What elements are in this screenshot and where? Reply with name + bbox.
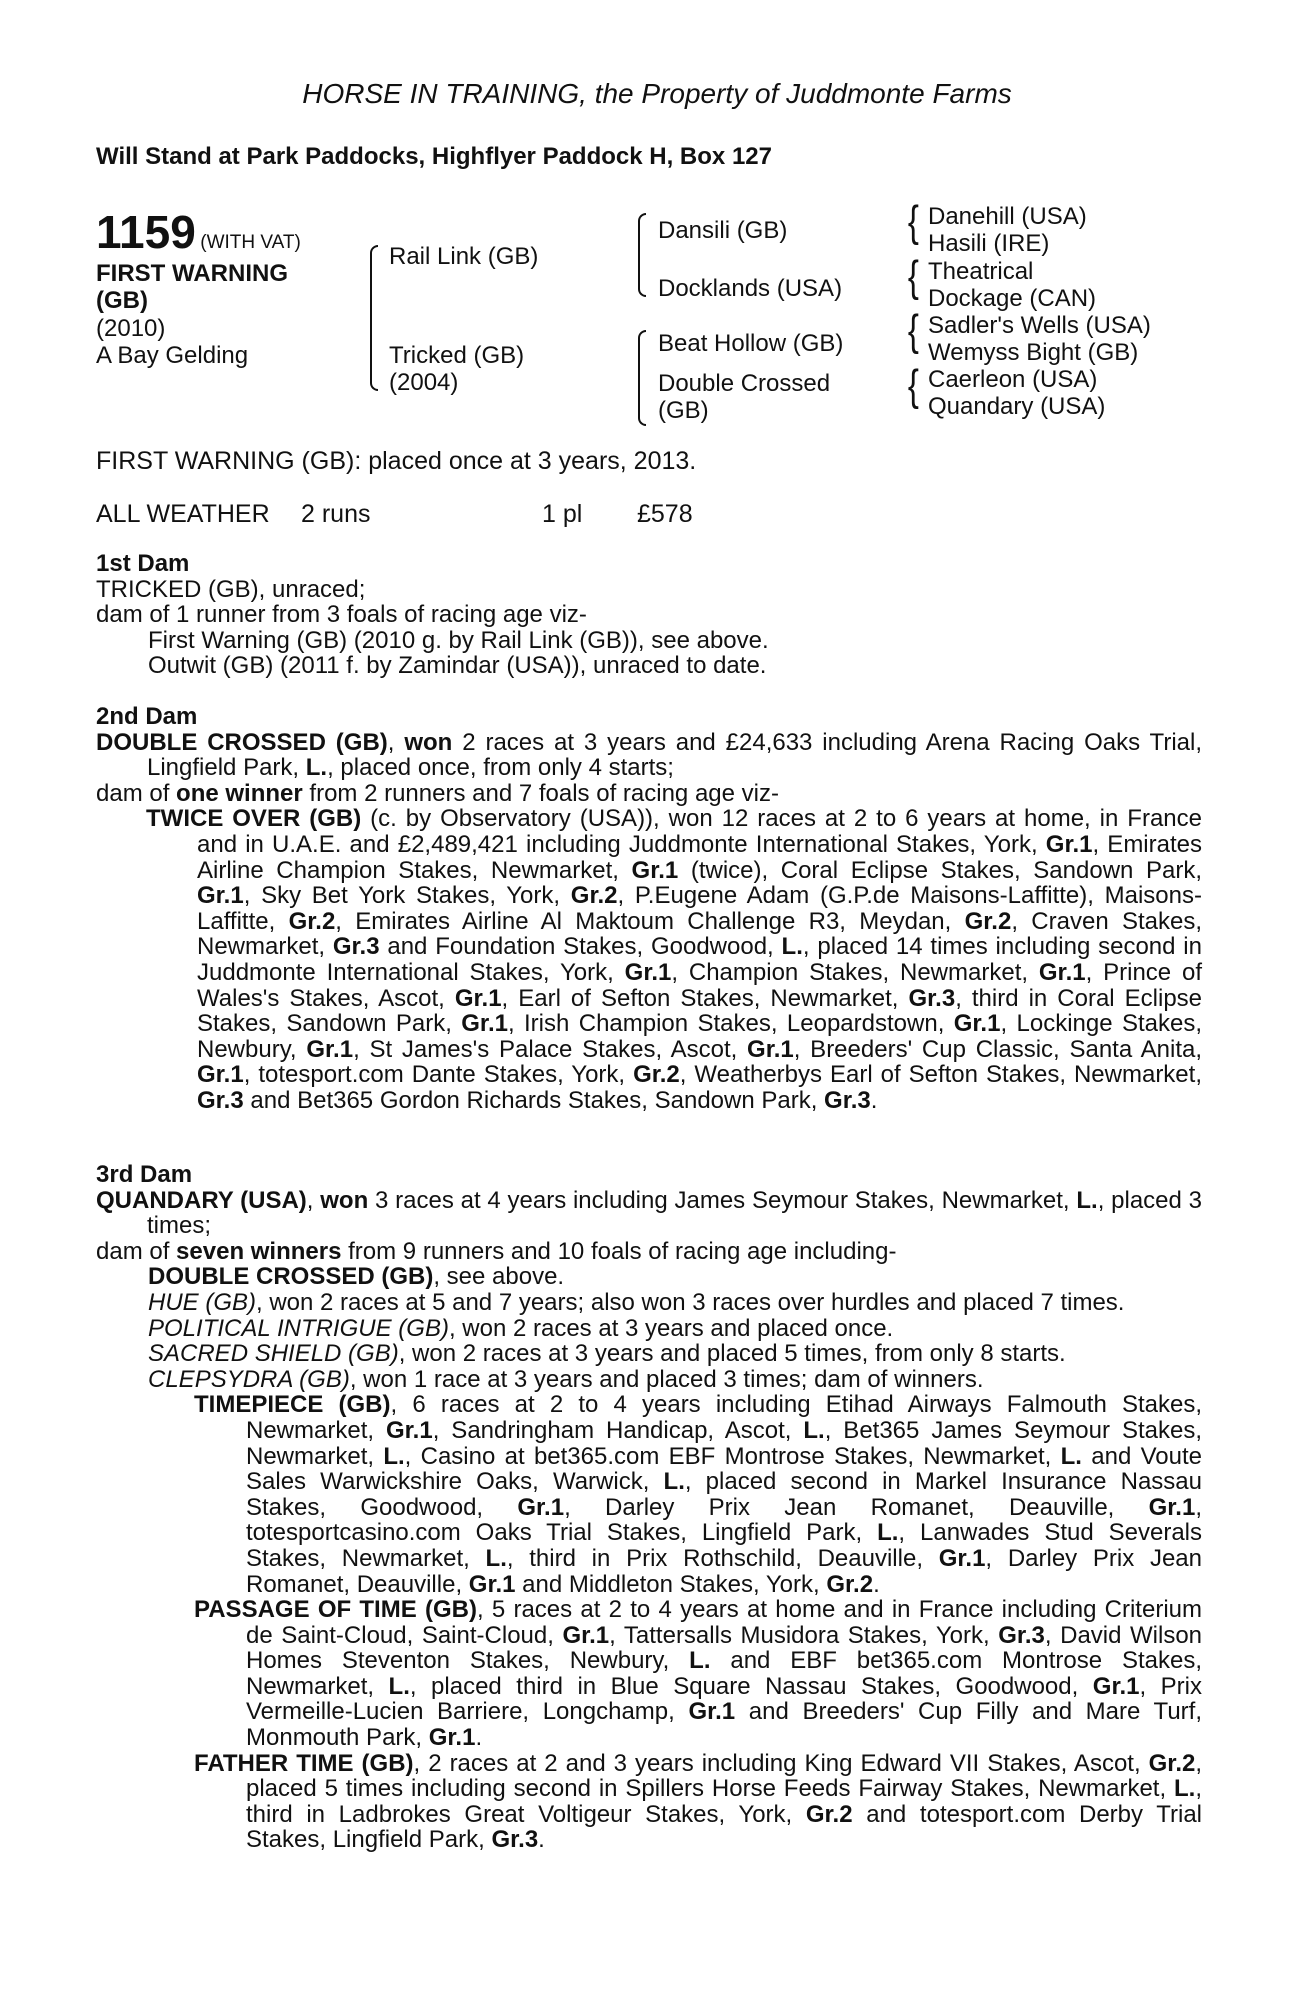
second-dam-section [96, 704, 1202, 1114]
grade-label: L. [689, 1647, 711, 1675]
pedigree-bracket-dam [638, 330, 646, 426]
grandsire-2: Docklands (USA) [658, 275, 843, 302]
dam: Tricked (GB) [389, 342, 525, 369]
horse-description: A Bay Gelding [96, 342, 249, 369]
grade-label: Gr.3 [332, 933, 380, 961]
horse-name: PASSAGE OF TIME (GB) [194, 1596, 477, 1624]
horse-record: , won 2 races at 3 years and placed 5 times, from only 8 starts. [398, 1340, 1066, 1368]
grade-label: Gr.2 [1148, 1749, 1196, 1777]
produce-passage-of-time [96, 1597, 1202, 1751]
record-runs: 2 runs [301, 500, 371, 528]
ggs-6: Wemyss Bight (GB) [928, 339, 1139, 366]
brace-icon: { [907, 361, 919, 410]
grade-label: Gr.3 [197, 1086, 244, 1114]
produce-timepiece [96, 1392, 1202, 1597]
second-dam-record: DOUBLE CROSSED (GB), won 2 races at 3 years and £24,633 including Arena Racing Oaks Trial, Lingfield Park, L., placed once, from only 4 starts; [96, 728, 1203, 782]
grade-label: L. [781, 933, 803, 961]
produce-twice-over [96, 806, 1202, 1113]
grade-label: L. [663, 1468, 685, 1496]
horse-record: , see above. [433, 1263, 565, 1291]
produce-sacred-shield [96, 1341, 1202, 1367]
third-dam-text: 3 races at 4 years including James Seymour Stakes, Newmarket, [368, 1186, 1077, 1214]
produce-political-intrigue [96, 1316, 1202, 1342]
pedigree-bracket-main [370, 245, 378, 391]
record-places: 1 pl [542, 500, 583, 528]
horse-name: HUE (GB) [148, 1288, 256, 1316]
winners-count: seven winners [176, 1237, 342, 1265]
ggs-8: Quandary (USA) [928, 393, 1106, 420]
first-dam-section [96, 551, 1202, 679]
ggs-3: Theatrical [928, 258, 1034, 285]
grade-label: Gr.1 [747, 1035, 794, 1063]
horse-name: CLEPSYDRA (GB) [148, 1365, 350, 1393]
won-label: won [320, 1186, 369, 1214]
grade-label: L. [1174, 1775, 1196, 1803]
first-dam-line: TRICKED (GB), unraced; [96, 575, 366, 603]
grade-label: Gr.1 [517, 1493, 565, 1521]
grade-label: L. [388, 1672, 410, 1700]
first-dam-line: dam of 1 runner from 3 foals of racing age viz- [96, 601, 587, 629]
grade-label: L. [803, 1416, 825, 1444]
horse-record: , 2 races at 2 and 3 years including King Edward VII Stakes, Ascot, Gr.2, placed 5 times including second in Spillers Horse Feeds Fairway Stakes, Newmarket, L., third in Ladbrokes Great Voltigeur Stakes, York, Gr.2 and totesport.com Derby Trial Stakes, Lingfield Park, Gr.3. [246, 1749, 1203, 1854]
produce-hue [96, 1290, 1202, 1316]
ggs-7: Caerleon (USA) [928, 366, 1098, 393]
foaling-year: (2010) [96, 315, 166, 342]
horse-name: TIMEPIECE (GB) [194, 1391, 391, 1419]
second-dam-name: DOUBLE CROSSED (GB) [96, 728, 388, 756]
produce-father-time [96, 1751, 1202, 1853]
ggs-4: Dockage (CAN) [928, 285, 1097, 312]
grade-label: Gr.2 [826, 1570, 874, 1598]
won-label: won [404, 728, 453, 756]
horse-name: FATHER TIME (GB) [194, 1749, 414, 1777]
grade-label: Gr.1 [938, 1544, 986, 1572]
page-title: HORSE IN TRAINING, the Property of Juddmonte Farms [302, 78, 1012, 109]
dam-year: (2004) [389, 369, 459, 396]
grade-label: Gr.3 [824, 1086, 871, 1114]
sire: Rail Link (GB) [389, 243, 539, 270]
horse-record: , won 2 races at 5 and 7 years; also won 3 races over hurdles and placed 7 times. [256, 1288, 1125, 1316]
record-surface: ALL WEATHER [96, 500, 270, 528]
grade-label: Gr.1 [624, 958, 672, 986]
grade-label: Gr.3 [908, 984, 956, 1012]
grade-label: Gr.1 [385, 1416, 433, 1444]
first-dam-heading: 1st Dam [96, 550, 190, 577]
second-dam-text: 2 races at 3 years and £24,633 including Arena Racing Oaks Trial, Lingfield Park, [147, 728, 1203, 782]
grade-label: Gr.2 [805, 1800, 853, 1828]
grade-label: Gr.1 [197, 1061, 244, 1089]
horse-record: , 6 races at 2 to 4 years including Etihad Airways Falmouth Stakes, Newmarket, Gr.1, Sandringham Handicap, Ascot, L., Bet365 James Seymour Stakes, Newmarket, L., Casino at bet365.com EBF Montrose Stakes, Newmarket, L. and Voute Sales Warwickshire Oaks, Warwick, L., placed second in Markel Insurance Nassau Stakes, Goodwood, Gr.1, Darley Prix Jean Romanet, Deauville, Gr.1, totesportcasino.com Oaks Trial Stakes, Lingfield Park, L., Lanwades Stud Severals Stakes, Newmarket, L., third in Prix Rothschild, Deauville, Gr.1, Darley Prix Jean Romanet, Deauville, Gr.1 and Middleton Stakes, York, Gr.2. [246, 1391, 1203, 1598]
record-earnings: £578 [637, 500, 693, 528]
produce-double-crossed [96, 1264, 1202, 1290]
text: from 2 runners and 7 foals of racing age viz- [302, 779, 779, 807]
grade-label: Gr.2 [964, 907, 1012, 935]
stand-location: Will Stand at Park Paddocks, Highflyer Paddock H, Box 127 [96, 143, 772, 170]
third-dam-text: , placed 3 times; [147, 1186, 1202, 1240]
grade-label: Gr.1 [306, 1035, 354, 1063]
grade-label: Gr.3 [998, 1621, 1045, 1649]
grandsire-3: Beat Hollow (GB) [658, 330, 844, 357]
third-dam-section [96, 1162, 1202, 1853]
grade-label: Gr.1 [468, 1570, 516, 1598]
race-summary: FIRST WARNING (GB): placed once at 3 years, 2013. [96, 447, 697, 475]
grade-label: Gr.1 [197, 882, 244, 910]
third-dam-produce-summary [96, 1239, 1202, 1265]
horse-name-line2: (GB) [96, 287, 148, 314]
ggs-2: Hasili (IRE) [928, 230, 1050, 257]
text: from 9 runners and 10 foals of racing age including- [341, 1237, 897, 1265]
grade-label: Gr.1 [562, 1621, 610, 1649]
horse-name: TWICE OVER (GB) [146, 805, 362, 833]
produce-clepsydra [96, 1367, 1202, 1393]
listed-label: L. [1076, 1186, 1098, 1214]
grade-label: L. [1060, 1442, 1082, 1470]
brace-icon: { [907, 306, 919, 355]
second-dam-heading: 2nd Dam [96, 703, 198, 730]
grade-label: Gr.1 [454, 984, 502, 1012]
lot-number: 1159 [96, 206, 196, 258]
third-dam-heading: 3rd Dam [96, 1161, 193, 1188]
horse-record: , won 1 race at 3 years and placed 3 times; dam of winners. [349, 1365, 984, 1393]
second-dam-produce-summary [96, 781, 1202, 807]
pedigree-bracket-sire [638, 213, 646, 297]
text: dam of [96, 1237, 177, 1265]
lot-number-line [96, 205, 301, 259]
grade-label: Gr.3 [491, 1826, 539, 1854]
grade-label: Gr.1 [1148, 1493, 1196, 1521]
horse-name: DOUBLE CROSSED (GB) [148, 1263, 434, 1291]
grade-label: Gr.1 [688, 1698, 736, 1726]
grade-label: Gr.1 [953, 1010, 1001, 1038]
grade-label: Gr.1 [428, 1724, 476, 1752]
grade-label: Gr.2 [288, 907, 336, 935]
third-dam-name: QUANDARY (USA) [96, 1186, 307, 1214]
horse-name-line1: FIRST WARNING [96, 260, 288, 287]
second-dam-text: , placed once, from only 4 starts; [327, 754, 674, 782]
grade-label: Gr.1 [1045, 830, 1093, 858]
grandsire-4-line2: (GB) [658, 397, 709, 424]
grade-label: L. [485, 1544, 507, 1572]
winners-count: one winner [176, 779, 303, 807]
grade-label: L. [383, 1442, 405, 1470]
grade-label: Gr.2 [633, 1061, 680, 1089]
grandsire-1: Dansili (GB) [658, 217, 788, 244]
brace-icon: { [907, 197, 919, 246]
horse-record: , won 2 races at 3 years and placed once. [448, 1314, 894, 1342]
vat-note: (WITH VAT) [200, 232, 301, 253]
grade-label: Gr.2 [570, 882, 618, 910]
third-dam-record: QUANDARY (USA), won 3 races at 4 years including James Seymour Stakes, Newmarket, L., placed 3 times; [96, 1186, 1202, 1240]
horse-record: (c. by Observatory (USA)), won 12 races at 2 to 6 years at home, in France and in U.A.E. and £2,489,421 including Juddmonte International Stakes, York, Gr.1, Emirates Airline Champion Stakes, Newmarket, Gr.1 (twice), Coral Eclipse Stakes, Sandown Park, Gr.1, Sky Bet York Stakes, York, Gr.2, P.Eugene Adam (G.P.de Maisons-Laffitte), Maisons-Laffitte, Gr.2, Emirates Airline Al Maktoum Challenge R3, Meydan, Gr.2, Craven Stakes, Newmarket, Gr.3 and Foundation Stakes, Goodwood, L., placed 14 times including second in Juddmonte International Stakes, York, Gr.1, Champion Stakes, Newmarket, Gr.1, Prince of Wales's Stakes, Ascot, Gr.1, Earl of Sefton Stakes, Newmarket, Gr.3, third in Coral Eclipse Stakes, Sandown Park, Gr.1, Irish Champion Stakes, Leopardstown, Gr.1, Lockinge Stakes, Newbury, Gr.1, St James's Palace Stakes, Ascot, Gr.1, Breeders' Cup Classic, Santa Anita, Gr.1, totesport.com Dante Stakes, York, Gr.2, Weatherbys Earl of Sefton Stakes, Newmarket, Gr.3 and Bet365 Gordon Richards Stakes, Sandown Park, Gr.3. [197, 805, 1203, 1114]
first-dam-produce: Outwit (GB) (2011 f. by Zamindar (USA)), unraced to date. [148, 652, 767, 680]
listed-label: L. [305, 754, 328, 782]
brace-icon: { [907, 252, 919, 301]
horse-record: , 5 races at 2 to 4 years at home and in France including Criterium de Saint-Cloud, Saint-Cloud, Gr.1, Tattersalls Musidora Stakes, York, Gr.3, David Wilson Homes Steventon Stakes, Newbury, L. and EBF bet365.com Montrose Stakes, Newmarket, L., placed third in Blue Square Nassau Stakes, Goodwood, Gr.1, Prix Vermeille-Lucien Barriere, Longchamp, Gr.1 and Breeders' Cup Filly and Mare Turf, Monmouth Park, Gr.1. [246, 1596, 1203, 1752]
grade-label: L. [877, 1519, 899, 1547]
text: dam of [96, 779, 177, 807]
grade-label: Gr.1 [1038, 958, 1086, 986]
grandsire-4-line1: Double Crossed [658, 370, 831, 397]
ggs-5: Sadler's Wells (USA) [928, 312, 1151, 339]
first-dam-produce: First Warning (GB) (2010 g. by Rail Link (GB)), see above. [148, 626, 769, 654]
grade-label: Gr.1 [461, 1010, 508, 1038]
grade-label: Gr.1 [1092, 1672, 1140, 1700]
grade-label: Gr.1 [631, 856, 679, 884]
ggs-1: Danehill (USA) [928, 203, 1087, 230]
horse-name: SACRED SHIELD (GB) [148, 1340, 399, 1368]
horse-name: POLITICAL INTRIGUE (GB) [148, 1314, 449, 1342]
